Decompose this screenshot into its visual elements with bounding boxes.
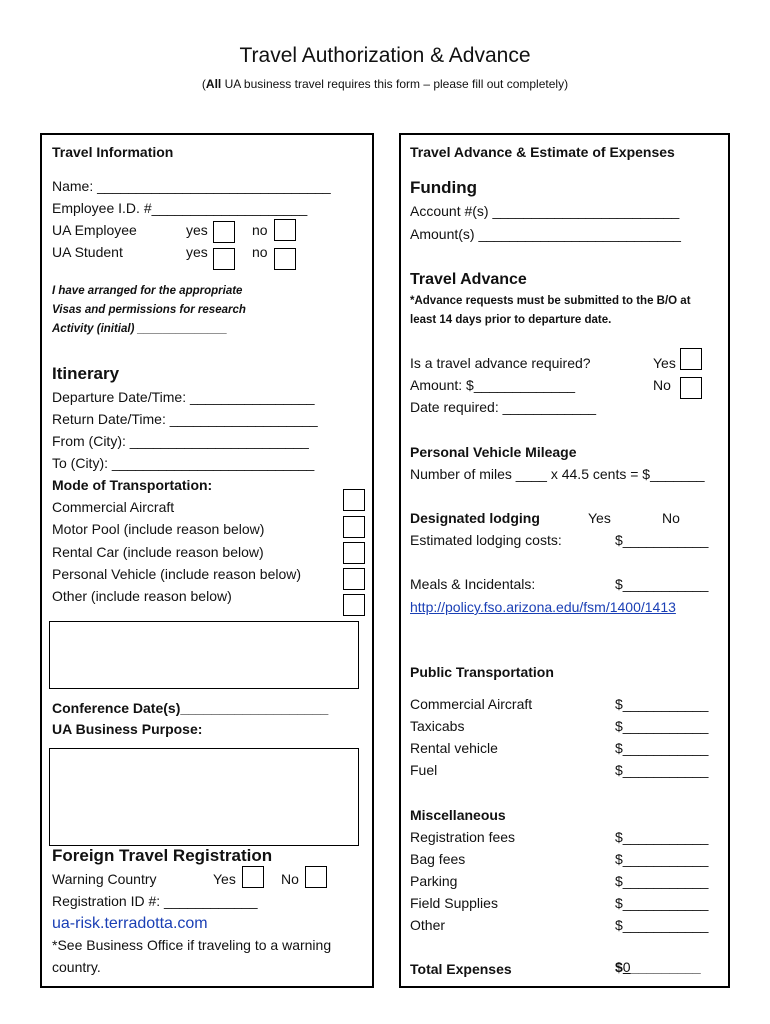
misc-bag-fees-label: Bag fees	[410, 851, 466, 867]
miles-field[interactable]: Number of miles ____ x 44.5 cents = $_______	[410, 466, 705, 482]
business-purpose-label: UA Business Purpose:	[52, 721, 203, 737]
lodging-yes-option[interactable]: Yes	[588, 510, 611, 526]
return-field[interactable]: Return Date/Time: ___________________	[52, 411, 318, 427]
ua-student-label: UA Student	[52, 244, 123, 260]
ua-student-no-checkbox[interactable]	[274, 248, 296, 270]
travel-advance-heading: Travel Advance	[410, 271, 527, 288]
ua-student-yes-label: yes	[186, 244, 208, 260]
employee-id-field[interactable]: Employee I.D. #____________________	[52, 200, 308, 216]
business-office-note-line1: *See Business Office if traveling to a warning	[52, 937, 332, 953]
account-field[interactable]: Account #(s) ________________________	[410, 203, 680, 219]
warning-country-no-label: No	[281, 871, 299, 887]
visa-statement-line2: Visas and permissions for research	[52, 304, 246, 316]
conference-dates-field[interactable]: Conference Date(s)___________________	[52, 700, 329, 716]
mode-other-checkbox[interactable]	[343, 594, 365, 616]
mode-other-label: Other (include reason below)	[52, 588, 232, 604]
page-title: Travel Authorization & Advance	[239, 44, 531, 67]
subtitle-bold: All	[205, 77, 222, 91]
to-city-field[interactable]: To (City): __________________________	[52, 455, 315, 471]
mode-rental-car-checkbox[interactable]	[343, 542, 365, 564]
lodging-costs-label: Estimated lodging costs:	[410, 532, 562, 548]
name-field[interactable]: Name: ______________________________	[52, 178, 331, 194]
amounts-field[interactable]: Amount(s) __________________________	[410, 226, 681, 242]
ua-student-yes-checkbox[interactable]	[213, 248, 235, 270]
misc-parking-field[interactable]: $___________	[615, 873, 709, 889]
date-required-field[interactable]: Date required: ____________	[410, 399, 597, 415]
risk-site-link[interactable]: ua-risk.terradotta.com	[52, 915, 208, 932]
misc-field-supplies-label: Field Supplies	[410, 895, 498, 911]
ua-student-no-label: no	[252, 244, 268, 260]
business-office-note-line2: country.	[52, 959, 101, 975]
misc-other-field[interactable]: $___________	[615, 917, 709, 933]
business-purpose-textbox[interactable]	[49, 748, 359, 846]
mode-heading: Mode of Transportation:	[52, 477, 213, 493]
lodging-no-option[interactable]: No	[662, 510, 680, 526]
public-fuel-label: Fuel	[410, 762, 438, 778]
warning-country-no-checkbox[interactable]	[305, 866, 327, 888]
misc-bag-fees-field[interactable]: $___________	[615, 851, 709, 867]
mode-rental-car-label: Rental Car (include reason below)	[52, 544, 264, 560]
travel-information-heading: Travel Information	[52, 144, 174, 160]
misc-field-supplies-field[interactable]: $___________	[615, 895, 709, 911]
advance-required-label: Is a travel advance required?	[410, 355, 591, 371]
total-dollar-sign: $	[615, 959, 623, 975]
ua-employee-label: UA Employee	[52, 222, 137, 238]
lodging-heading: Designated lodging	[410, 510, 540, 526]
policy-link[interactable]: http://policy.fso.arizona.edu/fsm/1400/1413	[410, 599, 676, 615]
expenses-heading: Travel Advance & Estimate of Expenses	[410, 144, 675, 160]
itinerary-heading: Itinerary	[52, 364, 120, 383]
ua-employee-yes-label: yes	[186, 222, 208, 238]
ua-employee-yes-checkbox[interactable]	[213, 221, 235, 243]
page-subtitle	[0, 77, 770, 91]
total-underline: _________	[630, 959, 701, 975]
advance-yes-label: Yes	[653, 355, 676, 371]
public-rental-vehicle-field[interactable]: $___________	[615, 740, 709, 756]
advance-yes-checkbox[interactable]	[680, 348, 702, 370]
mode-personal-vehicle-label: Personal Vehicle (include reason below)	[52, 566, 302, 582]
foreign-travel-heading: Foreign Travel Registration	[52, 846, 273, 865]
public-commercial-aircraft-field[interactable]: $___________	[615, 696, 709, 712]
departure-field[interactable]: Departure Date/Time: ________________	[52, 389, 315, 405]
mode-commercial-aircraft-checkbox[interactable]	[343, 489, 365, 511]
mode-motor-pool-label: Motor Pool (include reason below)	[52, 521, 265, 537]
registration-id-field[interactable]: Registration ID #: ____________	[52, 893, 258, 909]
advance-note-line1: *Advance requests must be submitted to the B/O at	[410, 295, 691, 307]
misc-other-label: Other	[410, 917, 446, 933]
total-amount: 0	[622, 959, 631, 975]
transport-reason-textbox[interactable]	[49, 621, 359, 689]
public-rental-vehicle-label: Rental vehicle	[410, 740, 498, 756]
lodging-costs-field[interactable]: $___________	[615, 532, 709, 548]
advance-amount-field[interactable]: Amount: $_____________	[410, 377, 576, 393]
mode-commercial-aircraft-label: Commercial Aircraft	[52, 499, 175, 515]
mode-personal-vehicle-checkbox[interactable]	[343, 568, 365, 590]
miscellaneous-heading: Miscellaneous	[410, 807, 506, 823]
advance-no-label: No	[653, 377, 671, 393]
meals-field[interactable]: $___________	[615, 576, 709, 592]
misc-registration-fees-label: Registration fees	[410, 829, 516, 845]
public-fuel-field[interactable]: $___________	[615, 762, 709, 778]
meals-label: Meals & Incidentals:	[410, 576, 536, 592]
subtitle-open: (	[201, 77, 206, 91]
warning-country-yes-label: Yes	[213, 871, 236, 887]
funding-heading: Funding	[410, 178, 478, 197]
advance-note-line2: least 14 days prior to departure date.	[410, 314, 612, 326]
mileage-heading: Personal Vehicle Mileage	[410, 444, 577, 460]
warning-country-yes-checkbox[interactable]	[242, 866, 264, 888]
total-expenses-value	[615, 959, 701, 975]
total-expenses-label: Total Expenses	[410, 961, 512, 977]
ua-employee-no-checkbox[interactable]	[274, 219, 296, 241]
mode-motor-pool-checkbox[interactable]	[343, 516, 365, 538]
public-taxicabs-label: Taxicabs	[410, 718, 465, 734]
visa-initial-field[interactable]: Activity (initial) ______________	[52, 323, 228, 335]
visa-statement-line1: I have arranged for the appropriate	[52, 285, 243, 297]
misc-registration-fees-field[interactable]: $___________	[615, 829, 709, 845]
public-commercial-aircraft-label: Commercial Aircraft	[410, 696, 533, 712]
public-transportation-heading: Public Transportation	[410, 664, 554, 680]
public-taxicabs-field[interactable]: $___________	[615, 718, 709, 734]
from-city-field[interactable]: From (City): _______________________	[52, 433, 309, 449]
advance-no-checkbox[interactable]	[680, 377, 702, 399]
subtitle-rest: UA business travel requires this form – please fill out completely)	[221, 77, 569, 91]
warning-country-label: Warning Country	[52, 871, 157, 887]
ua-employee-no-label: no	[252, 222, 268, 238]
misc-parking-label: Parking	[410, 873, 458, 889]
